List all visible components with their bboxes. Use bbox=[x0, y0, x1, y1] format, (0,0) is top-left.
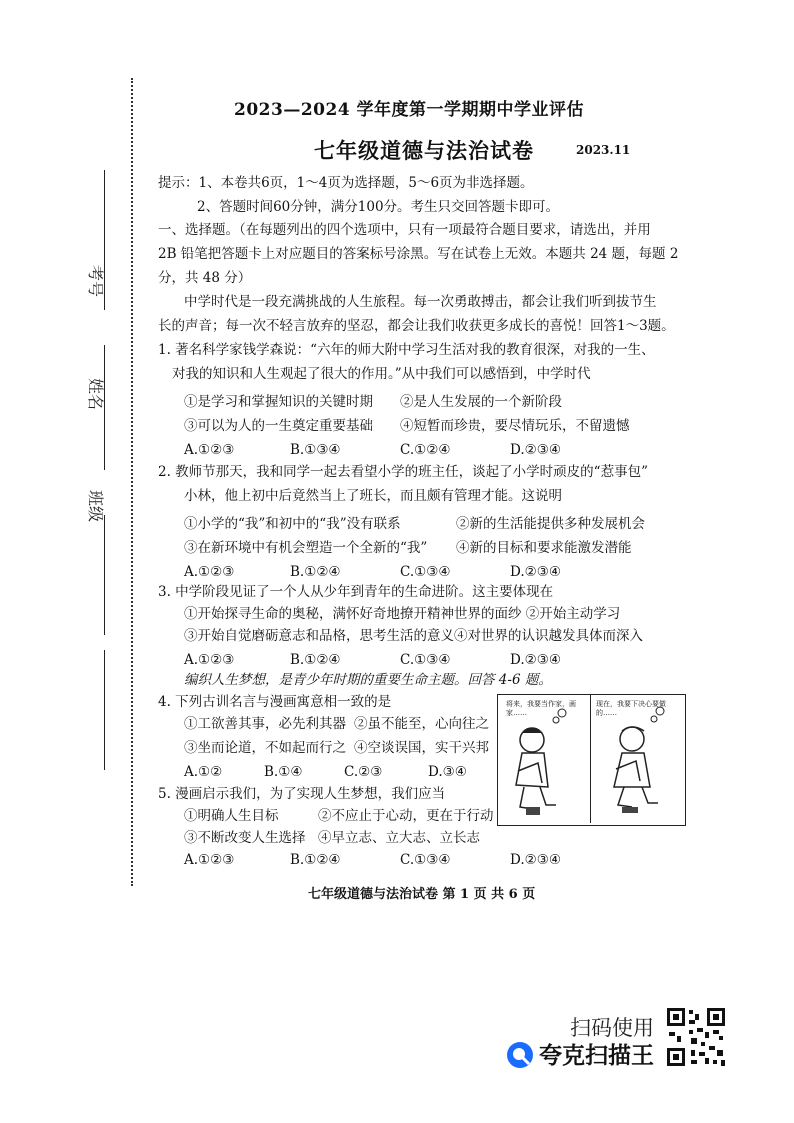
qr-code-icon bbox=[665, 1006, 727, 1068]
question-stem: 对我的知识和人生观起了很大的作用。”从中我们可以感悟到，中学时代 bbox=[172, 366, 591, 382]
scan-watermark-text: 扫码使用 bbox=[570, 1016, 654, 1040]
answer-choice: A.①②③ bbox=[184, 652, 235, 668]
answer-choice: D.②③④ bbox=[510, 652, 561, 668]
older-student-icon bbox=[592, 695, 684, 823]
sidebar-label-name: 姓名 bbox=[86, 378, 105, 411]
answer-choice: A.①②③ bbox=[184, 852, 235, 868]
hint-line: 提示：1、本卷共6页，1～4页为选择题，5～6页为非选择题。 bbox=[158, 175, 534, 191]
question-stem: 4. 下列古训名言与漫画寓意相一致的是 bbox=[158, 694, 392, 710]
answer-choice: D.②③④ bbox=[510, 852, 561, 868]
question-option: ②不应止于心动，更在于行动 bbox=[318, 808, 494, 824]
answer-choice: C.①②④ bbox=[400, 442, 451, 458]
question-stem: 3. 中学阶段见证了一个人从少年到青年的生命进阶。这主要体现在 bbox=[158, 584, 554, 600]
question-stem: 2. 教师节那天，我和同学一起去看望小学的班主任，谈起了小学时顽皮的“惹事包” bbox=[158, 464, 648, 480]
answer-choice: C.①③④ bbox=[400, 852, 451, 868]
section-instruction: 2B 铅笔把答题卡上对应题目的答案标号涂黑。写在试卷上无效。本题共 24 题，每题 2 bbox=[158, 246, 679, 262]
question-stem: 1. 著名科学家钱学森说：“六年的师大附中学习生活对我的教育很深，对我的一生、 bbox=[158, 342, 655, 358]
answer-choice: A.①②③ bbox=[184, 442, 235, 458]
question-option: ③可以为人的一生奠定重要基础 bbox=[184, 418, 373, 434]
exam-title: 2023—2024 学年度第一学期期中学业评估 bbox=[234, 100, 585, 120]
comic-panel-right bbox=[592, 695, 684, 823]
comic-caption-left: 将来，我要当作家，画家…… bbox=[506, 700, 576, 717]
answer-choice: C.①③④ bbox=[400, 652, 451, 668]
question-option: ①工欲善其事，必先利其器 bbox=[184, 716, 346, 732]
question-option: ④短暂而珍贵，要尽情玩乐，不留遗憾 bbox=[400, 418, 630, 434]
answer-choice: D.②③④ bbox=[510, 442, 561, 458]
question-option: ②是人生发展的一个新阶段 bbox=[400, 394, 562, 410]
question-option: ①小学的“我”和初中的“我”没有联系 bbox=[184, 516, 401, 532]
question-option: ③不断改变人生选择 bbox=[184, 830, 306, 846]
answer-choice: C.②③ bbox=[344, 764, 383, 780]
answer-choice: D.②③④ bbox=[510, 564, 561, 580]
question-option: ①开始探寻生命的奥秘，满怀好奇地撩开精神世界的面纱 ②开始主动学习 bbox=[184, 606, 621, 622]
question-option: ①是学习和掌握知识的关键时期 bbox=[184, 394, 373, 410]
hint-line: 2、答题时间60分钟，满分100分。考生只交回答题卡即可。 bbox=[197, 199, 560, 215]
answer-choice: B.①②④ bbox=[290, 852, 341, 868]
comic-caption-right: 现在，我要下决心要做的…… bbox=[596, 700, 666, 717]
answer-choice: D.③④ bbox=[428, 764, 467, 780]
question-option: ④早立志、立大志、立长志 bbox=[318, 830, 480, 846]
question-option: ④新的目标和要求能激发潜能 bbox=[456, 540, 632, 556]
reading-intro: 长的声音；每一次不轻言放弃的坚忍，都会让我们收获更多成长的喜悦！回答1～3题。 bbox=[158, 318, 675, 334]
scanner-brand-name: 夸克扫描王 bbox=[539, 1043, 654, 1069]
question-option: ③开始自觉磨砺意志和品格，思考生活的意义④对世界的认识越发具体而深入 bbox=[184, 628, 643, 644]
answer-choice: A.①② bbox=[184, 764, 223, 780]
question-option: ②虽不能至，心向往之 bbox=[354, 716, 489, 732]
quark-logo-icon bbox=[505, 1040, 535, 1070]
sidebar-rule bbox=[104, 650, 105, 770]
reading-intro: 中学时代是一段充满挑战的人生旅程。每一次勇敢搏击，都会让我们听到拔节生 bbox=[184, 294, 657, 310]
exam-subject-title: 七年级道德与法治试卷 bbox=[314, 138, 534, 163]
answer-choice: B.①④ bbox=[264, 764, 303, 780]
daydreaming-student-icon bbox=[498, 695, 590, 823]
comic-panel-left bbox=[498, 695, 591, 823]
question-option: ①明确人生目标 bbox=[184, 808, 279, 824]
comic-illustration bbox=[497, 694, 686, 826]
section-instruction: 分，共 48 分） bbox=[158, 270, 252, 286]
binding-dotted-line bbox=[131, 78, 133, 886]
question-option: ③在新环境中有机会塑造一个全新的“我” bbox=[184, 540, 428, 556]
answer-choice: B.①③④ bbox=[290, 442, 341, 458]
answer-choice: C.①③④ bbox=[400, 564, 451, 580]
question-option: ②新的生活能提供多种发展机会 bbox=[456, 516, 645, 532]
page-footer: 七年级道德与法治试卷 第 1 页 共 6 页 bbox=[308, 887, 536, 902]
sidebar-label-class: 班级 bbox=[86, 490, 105, 523]
question-option: ④空谈误国，实干兴邦 bbox=[354, 740, 489, 756]
sidebar-rule bbox=[104, 515, 105, 635]
exam-date: 2023.11 bbox=[576, 143, 631, 157]
section-instruction: 一、选择题。（在每题列出的四个选项中，只有一项最符合题目要求，请选出，并用 bbox=[158, 222, 651, 238]
question-option: ③坐而论道，不如起而行之 bbox=[184, 740, 346, 756]
answer-choice: A.①②③ bbox=[184, 564, 235, 580]
question-stem: 5. 漫画启示我们，为了实现人生梦想，我们应当 bbox=[158, 786, 446, 802]
reading-intro: 编织人生梦想，是青少年时期的重要生命主题。回答 4-6 题。 bbox=[184, 672, 552, 688]
answer-choice: B.①②④ bbox=[290, 652, 341, 668]
question-stem: 小林，他上初中后竟然当上了班长，而且颇有管理才能。这说明 bbox=[184, 488, 562, 504]
answer-choice: B.①②④ bbox=[290, 564, 341, 580]
sidebar-label-number: 考号 bbox=[86, 265, 105, 298]
